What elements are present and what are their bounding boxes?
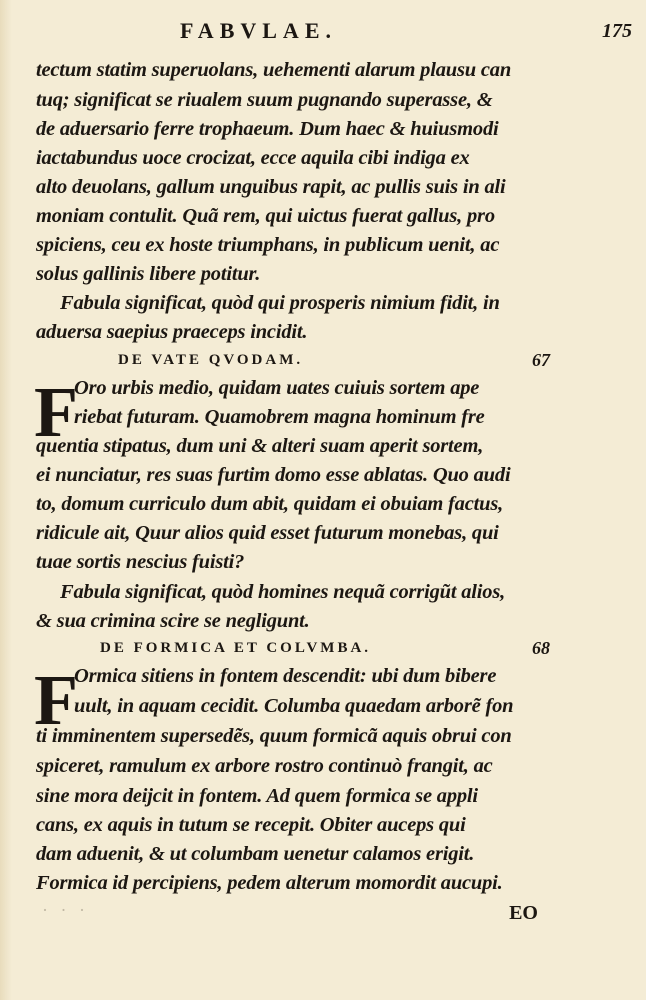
text-line: iactabundus uoce crocizat, ecce aquila cibi indiga ex [36,147,470,169]
text-line: spiceret, ramulum ex arbore rostro continuò frangit, ac [36,755,493,777]
fable-number: 68 [532,638,550,658]
show-through-ink: · · · [42,900,89,920]
drop-capital: F [34,660,78,740]
text-line: to, domum curriculo dum abit, quidam ei obuiam factus, [36,493,504,515]
text-line: Formica id percipiens, pedem alterum momordit aucupi. [36,872,503,894]
moral-line: Fabula significat, quòd qui prosperis nimium fidit, in [60,292,500,314]
text-line: uult, in aquam cecidit. Columba quaedam arborẽ fon [74,695,514,717]
moral-line: Fabula significat, quòd homines nequã corrigũt alios, [60,581,506,603]
fable-title: DE VATE QVODAM. [118,352,304,368]
text-line: sine mora deijcit in fontem. Ad quem formica se appli [36,785,478,807]
text-line: ti imminentem supersedẽs, quum formicã aquis obrui con [36,725,512,747]
text-line: ridicule ait, Quur alios quid esset futurum monebas, qui [36,522,499,544]
running-head: FABVLAE. [180,18,337,43]
text-line: solus gallinis libere potitur. [36,263,261,285]
page-header [0,18,646,48]
text-line: dam aduenit, & ut columbam uenetur calamos erigit. [36,843,475,865]
text-line: de aduersario ferre trophaeum. Dum haec & huiusmodi [36,118,499,140]
page-number: 175 [602,20,632,42]
drop-capital: F [34,372,78,452]
text-line: alto deuolans, gallum unguibus rapit, ac pullis suis in ali [36,176,506,198]
text-line: riebat futuram. Quamobrem magna hominum fre [74,406,485,428]
page-gutter-shadow [0,0,12,1000]
moral-line: aduersa saepius praeceps incidit. [36,321,308,343]
text-line: Oro urbis medio, quidam uates cuiuis sortem ape [74,377,480,399]
text-line: Ormica sitiens in fontem descendit: ubi dum bibere [74,665,497,687]
text-line: quentia stipatus, dum uni & alteri suam aperit sortem, [36,435,484,457]
text-line: spiciens, ceu ex hoste triumphans, in publicum uenit, ac [36,234,500,256]
catchword: EO [509,902,538,924]
text-line: tuae sortis nescius fuisti? [36,551,245,573]
text-line: tectum statim superuolans, uehementi alarum plausu can [36,59,512,81]
fable-number: 67 [532,350,550,370]
text-line: cans, ex aquis in tutum se recepit. Obiter auceps qui [36,814,466,836]
text-line: moniam contulit. Quã rem, qui uictus fuerat gallus, pro [36,205,495,227]
text-line: ei nunciatur, res suas furtim domo esse ablatas. Quo audi [36,464,511,486]
fable-title: DE FORMICA ET COLVMBA. [100,640,372,656]
moral-line: & sua crimina scire se negligunt. [36,610,310,632]
text-line: tuq; significat se riualem suum pugnando superasse, & [36,89,493,111]
